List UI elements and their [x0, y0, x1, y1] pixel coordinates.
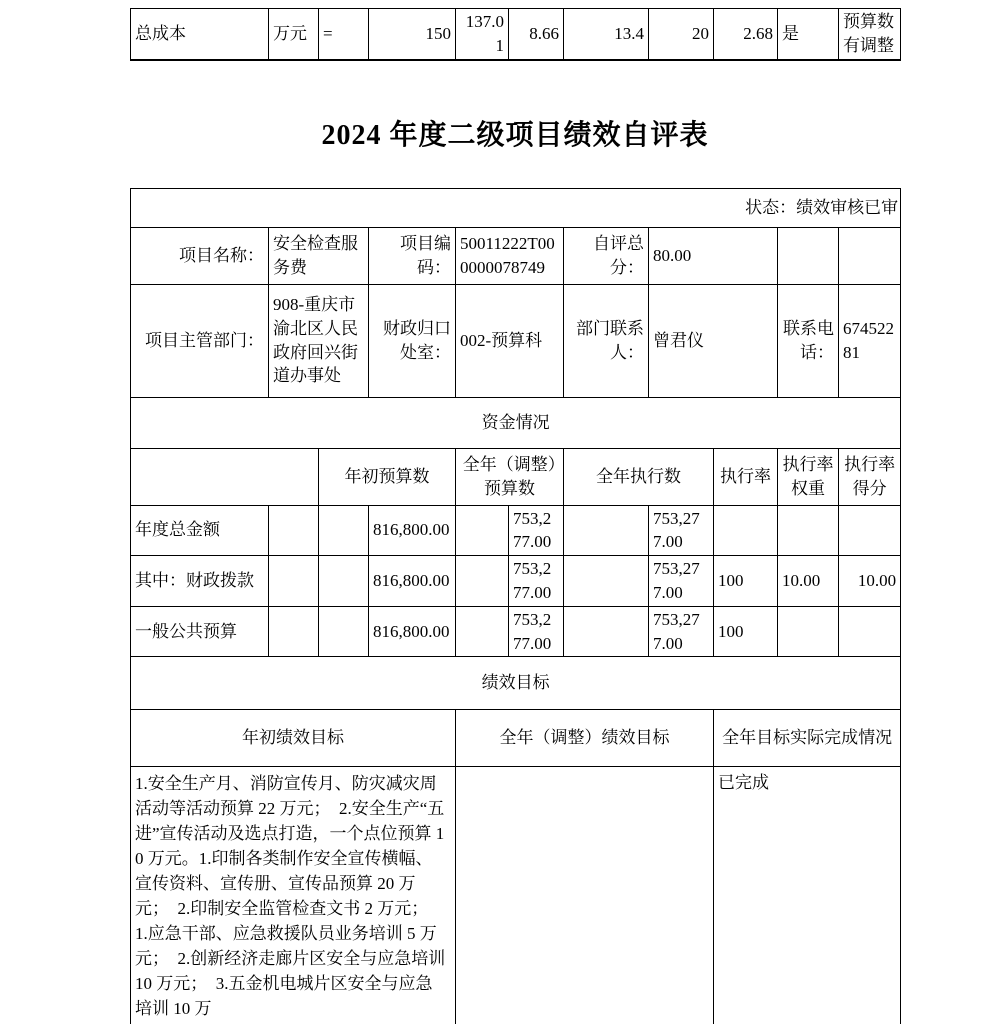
funding-row-label: 其中：财政拨款	[131, 556, 269, 607]
rate-weight-value	[778, 606, 839, 657]
rate-weight-value	[778, 505, 839, 556]
initial-target-text: 1.安全生产月、消防宣传月、防灾减灾周活动等活动预算 22 万元； 2.安全生产“五进”宣传活动及选点打造，一个点位预算 10 万元。1.印制各类制作安全宣传横幅、宣传资料、宣传册、宣传品预算 20 万元； 2.印制安全监管检查文书 2 万元； 1.应急干部、应急救援队员业务培训 5 万元； 2.创新经济走廊片区安全与应急培训 10 万元； 3.五金机电城片区安全与应急培训 10 万	[131, 767, 456, 1024]
self-evaluation-table	[130, 188, 901, 1024]
header-adjusted-target: 全年（调整）绩效目标	[456, 710, 714, 767]
funding-row-label: 一般公共预算	[131, 606, 269, 657]
empty-cell	[319, 505, 369, 556]
rate-score-value: 10.00	[839, 556, 901, 607]
rate-value	[714, 505, 778, 556]
targets-section-title: 绩效目标	[131, 657, 901, 710]
cost-row-note: 预算数有调整	[839, 9, 901, 60]
rate-value: 100	[714, 556, 778, 607]
cost-row-label: 总成本	[131, 9, 269, 60]
table-row	[131, 505, 901, 556]
initial-budget-value: 816,800.00	[369, 556, 456, 607]
self-score-label: 自评总分：	[564, 227, 649, 284]
table-row	[131, 710, 901, 767]
table-row	[131, 556, 901, 607]
header-executed: 全年执行数	[564, 448, 714, 505]
empty-cell	[269, 505, 319, 556]
rate-score-value	[839, 606, 901, 657]
self-score-value: 80.00	[649, 227, 778, 284]
project-code-value: 50011222T000000078749	[456, 227, 564, 284]
cost-summary-table	[130, 8, 901, 61]
cost-row-flag: 是	[778, 9, 839, 60]
table-row	[131, 397, 901, 448]
table-row	[131, 767, 901, 1024]
empty-cell	[778, 227, 839, 284]
project-code-label: 项目编码：	[369, 227, 456, 284]
funding-section-title: 资金情况	[131, 397, 901, 448]
executed-value: 753,277.00	[649, 606, 714, 657]
table-row	[131, 9, 901, 60]
table-row	[131, 606, 901, 657]
empty-cell	[319, 556, 369, 607]
table-row	[131, 188, 901, 227]
cost-row-value-1: 150	[369, 9, 456, 60]
table-row	[131, 227, 901, 284]
finance-office-label: 财政归口处室：	[369, 284, 456, 397]
contact-label: 部门联系人：	[564, 284, 649, 397]
adjusted-budget-value: 753,277.00	[509, 505, 564, 556]
table-row	[131, 448, 901, 505]
executed-value: 753,277.00	[649, 556, 714, 607]
cost-row-value-5: 20	[649, 9, 714, 60]
document-sheet	[130, 8, 900, 1024]
header-initial-budget: 年初预算数	[319, 448, 456, 505]
funding-row-label: 年度总金额	[131, 505, 269, 556]
empty-cell	[269, 606, 319, 657]
contact-value: 曾君仪	[649, 284, 778, 397]
adjusted-target-text	[456, 767, 714, 1024]
project-name-label: 项目名称：	[131, 227, 269, 284]
header-initial-target: 年初绩效目标	[131, 710, 456, 767]
empty-cell	[564, 556, 649, 607]
header-target-completion: 全年目标实际完成情况	[714, 710, 901, 767]
adjusted-budget-value: 753,277.00	[509, 556, 564, 607]
empty-cell	[319, 606, 369, 657]
header-rate-score: 执行率得分	[839, 448, 901, 505]
empty-cell	[839, 227, 901, 284]
initial-budget-value: 816,800.00	[369, 606, 456, 657]
rate-score-value	[839, 505, 901, 556]
phone-value: 67452281	[839, 284, 901, 397]
empty-cell	[456, 505, 509, 556]
cost-row-value-2: 137.01	[456, 9, 509, 60]
rate-value: 100	[714, 606, 778, 657]
phone-label: 联系电话：	[778, 284, 839, 397]
adjusted-budget-value: 753,277.00	[509, 606, 564, 657]
header-rate: 执行率	[714, 448, 778, 505]
dept-value: 908-重庆市渝北区人民政府回兴街道办事处	[269, 284, 369, 397]
initial-budget-value: 816,800.00	[369, 505, 456, 556]
target-completion-text: 已完成	[714, 767, 901, 1024]
cost-row-unit: 万元	[269, 9, 319, 60]
cost-row-value-6: 2.68	[714, 9, 778, 60]
dept-label: 项目主管部门：	[131, 284, 269, 397]
finance-office-value: 002-预算科	[456, 284, 564, 397]
table-row	[131, 284, 901, 397]
header-adjusted-budget: 全年（调整）预算数	[456, 448, 564, 505]
empty-header-cell	[131, 448, 319, 505]
cost-row-value-3: 8.66	[509, 9, 564, 60]
table-row	[131, 657, 901, 710]
status-badge: 状态：绩效审核已审	[131, 188, 901, 227]
empty-cell	[269, 556, 319, 607]
empty-cell	[564, 606, 649, 657]
executed-value: 753,277.00	[649, 505, 714, 556]
empty-cell	[456, 606, 509, 657]
page-title: 2024 年度二级项目绩效自评表	[321, 119, 709, 151]
rate-weight-value: 10.00	[778, 556, 839, 607]
header-rate-weight: 执行率权重	[778, 448, 839, 505]
empty-cell	[456, 556, 509, 607]
empty-cell	[564, 505, 649, 556]
project-name-value: 安全检查服务费	[269, 227, 369, 284]
cost-row-value-4: 13.4	[564, 9, 649, 60]
cost-row-operator: =	[319, 9, 369, 60]
